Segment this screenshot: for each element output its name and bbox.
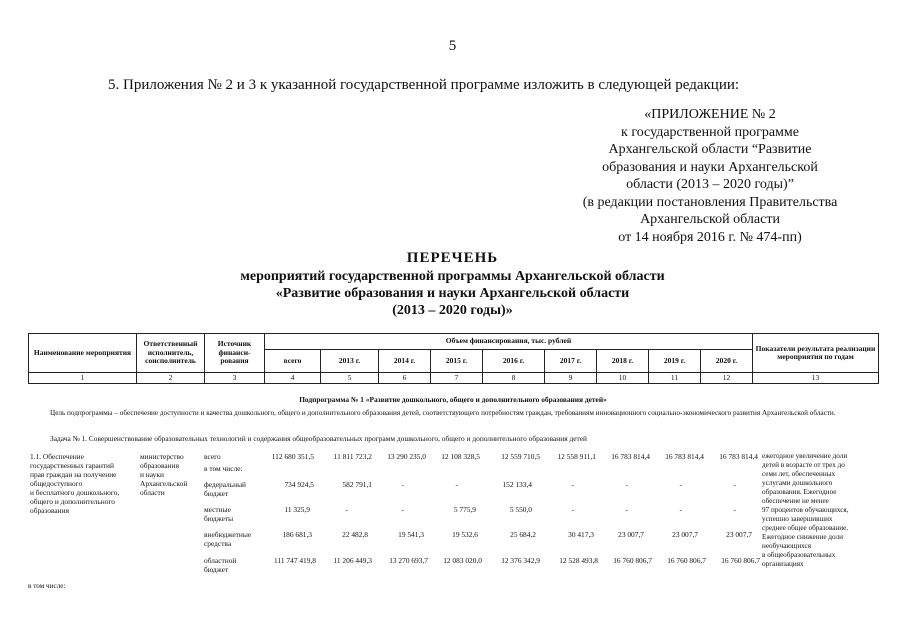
result-line: необучающихся (762, 542, 812, 550)
column-number: 8 (483, 373, 545, 384)
value-cell: 19 532,6 (452, 530, 478, 539)
col-header-source: Источник финанси-рования (205, 334, 265, 373)
document-subtitle (0, 268, 905, 319)
column-number: 4 (265, 373, 321, 384)
value-cell: 23 007,7 (672, 530, 698, 539)
subprogram-goal: Цель подпрограммы – обеспечение доступности и качества дошкольного, общего и дополнительного образования детей, соответствующего потребностям граждан, требованиям инновационного социально-экономического развития Архангельской области. (50, 409, 836, 417)
activity-results (762, 452, 849, 569)
value-cell: 16 760 806,7 (721, 556, 760, 565)
value-cell: 186 681,3 (282, 530, 312, 539)
value-cell: 16 783 814,4 (665, 452, 704, 461)
activity-name-line: государственных гарантий (30, 461, 114, 470)
value-cell: - (571, 480, 574, 489)
activity-name-line: прав граждан на получение (30, 470, 117, 479)
executor-line: области (140, 488, 165, 497)
value-cell: - (625, 480, 628, 489)
value-cell: - (679, 505, 682, 514)
value-cell: 582 791,1 (342, 480, 372, 489)
result-line: среднее общее образование. (762, 524, 849, 532)
value-cell: 111 747 419,8 (274, 556, 316, 565)
column-number: 1 (29, 373, 137, 384)
activity-name-line: 1.1. Обеспечение (30, 452, 84, 461)
footer-text: в том числе: (28, 582, 66, 590)
value-cell: 12 559 710,5 (501, 452, 540, 461)
col-header-results: Показатели результата реализации мероприятия по годам (753, 334, 879, 373)
value-cell: 16 760 806,7 (613, 556, 652, 565)
value-cell: 5 550,0 (509, 505, 532, 514)
column-number: 6 (379, 373, 431, 384)
activity-executor (140, 452, 187, 497)
year-header: 2014 г. (379, 350, 431, 373)
result-line: ежегодное увеличение доли (762, 452, 848, 460)
result-line: 97 процентов обучающихся, (762, 506, 849, 514)
value-cell: 12 558 911,1 (557, 452, 596, 461)
appendix-block (560, 106, 860, 246)
value-cell: 11 325,9 (284, 505, 310, 514)
executor-line: Архангельской (140, 479, 188, 488)
appendix-line: от 14 ноября 2016 г. № 474-пп) (618, 229, 802, 245)
year-header: 2020 г. (701, 350, 753, 373)
appendix-line: образования и науки Архангельской (602, 159, 818, 175)
value-cell: 12 083 020,0 (443, 556, 482, 565)
result-line: образования. Ежегодное (762, 488, 837, 496)
result-line: детей в возрасте от трех до (762, 461, 845, 469)
value-cell: - (571, 505, 574, 514)
source-label: областной бюджет (204, 556, 237, 574)
source-label: всего (204, 452, 221, 461)
value-cell: 23 007,7 (618, 530, 644, 539)
value-cell: 22 482,8 (342, 530, 368, 539)
col-header-executor: Ответственный исполнитель, соисполнитель (137, 334, 205, 373)
value-cell: - (401, 480, 404, 489)
executor-line: образования (140, 461, 179, 470)
page-number: 5 (448, 38, 457, 54)
activity-name-line: общего и дополнительного (30, 497, 115, 506)
document-title: ПЕРЕЧЕНЬ (406, 250, 499, 266)
year-header: всего (265, 350, 321, 373)
result-line: в общеобразовательных (762, 551, 836, 559)
value-cell: - (625, 505, 628, 514)
value-cell: 16 760 806,7 (667, 556, 706, 565)
activity-name-line: образования (30, 506, 69, 515)
column-number: 3 (205, 373, 265, 384)
appendix-line: «ПРИЛОЖЕНИЕ № 2 (644, 107, 776, 122)
result-line: успешно завершивших (762, 515, 833, 523)
column-number: 12 (701, 373, 753, 384)
appendix-line: к государственной программе (621, 124, 799, 140)
value-cell: - (679, 480, 682, 489)
value-cell: - (455, 480, 458, 489)
amendment-paragraph: 5. Приложения № 2 и 3 к указанной государственной программе изложить в следующей редакции: (108, 77, 740, 93)
value-cell: - (733, 505, 736, 514)
col-header-funding: Объем финансирования, тыс. рублей (265, 334, 753, 350)
year-header: 2013 г. (321, 350, 379, 373)
task-title: Задача № 1. Совершенствование образовательных технологий и содержания общеобразовательных программ дошкольного, общего и дополнительного образования детей (50, 434, 587, 443)
result-line: организациях (762, 560, 804, 568)
value-cell: - (401, 505, 404, 514)
activity-name-line: общедоступного (30, 479, 83, 488)
subprogram-title: Подпрограмма № 1 «Развитие дошкольного, общего и дополнительного образования детей» (299, 395, 607, 404)
appendix-line: Архангельской области (640, 212, 780, 227)
column-number: 2 (137, 373, 205, 384)
source-label: внебюджетные средства (204, 530, 252, 548)
source-label: местные бюджеты (204, 505, 234, 523)
value-cell: 12 108 328,5 (441, 452, 480, 461)
value-cell: 13 270 693,7 (389, 556, 428, 565)
value-cell: 25 684,2 (510, 530, 536, 539)
column-number: 13 (753, 373, 879, 384)
table-header (28, 333, 879, 384)
year-header: 2019 г. (649, 350, 701, 373)
subtitle-line: (2013 – 2020 годы)» (392, 303, 513, 318)
value-cell: 19 541,3 (398, 530, 424, 539)
value-cell: 23 007,7 (726, 530, 752, 539)
value-cell: 12 528 493,8 (559, 556, 598, 565)
value-cell: 16 783 814,4 (719, 452, 758, 461)
column-number: 11 (649, 373, 701, 384)
activity-name (30, 452, 119, 515)
value-cell: 30 417,3 (568, 530, 594, 539)
value-cell: 13 290 235,0 (387, 452, 426, 461)
value-cell: 11 811 723,2 (333, 452, 372, 461)
year-header: 2018 г. (597, 350, 649, 373)
source-label: федеральный бюджет (204, 480, 246, 498)
year-header: 2016 г. (483, 350, 545, 373)
appendix-line: Архангельской области “Развитие (608, 142, 812, 157)
appendix-line: (в редакции постановления Правительства (582, 194, 838, 210)
result-line: услугами дошкольного (762, 479, 833, 487)
source-label: в том числе: (204, 464, 243, 473)
result-line: Ежегодное снижение доли (762, 533, 843, 541)
value-cell: 152 133,4 (502, 480, 532, 489)
year-header: 2015 г. (431, 350, 483, 373)
subtitle-line: мероприятий государственной программы Архангельской области (240, 269, 665, 284)
value-cell: 112 680 351,5 (271, 452, 314, 461)
value-cell: - (733, 480, 736, 489)
executor-line: и науки (140, 470, 164, 479)
value-cell: - (345, 505, 348, 514)
column-number: 9 (545, 373, 597, 384)
result-line: семи лет, обеспеченных (762, 470, 836, 478)
result-line: обеспечение не менее (762, 497, 829, 505)
executor-line: министерство (140, 452, 184, 461)
value-cell: 16 783 814,4 (611, 452, 650, 461)
activity-name-line: и бесплатного дошкольного, (30, 488, 120, 497)
value-cell: 12 376 342,9 (501, 556, 540, 565)
appendix-line: области (2013 – 2020 годы)” (626, 177, 794, 192)
column-number: 10 (597, 373, 649, 384)
value-cell: 5 775,9 (453, 505, 476, 514)
column-number: 7 (431, 373, 483, 384)
column-number: 5 (321, 373, 379, 384)
col-header-name: Наименование мероприятия (29, 334, 137, 373)
subtitle-line: «Развитие образования и науки Архангельской области (275, 286, 630, 301)
year-header: 2017 г. (545, 350, 597, 373)
value-cell: 734 924,5 (284, 480, 314, 489)
value-cell: 11 206 449,3 (333, 556, 372, 565)
